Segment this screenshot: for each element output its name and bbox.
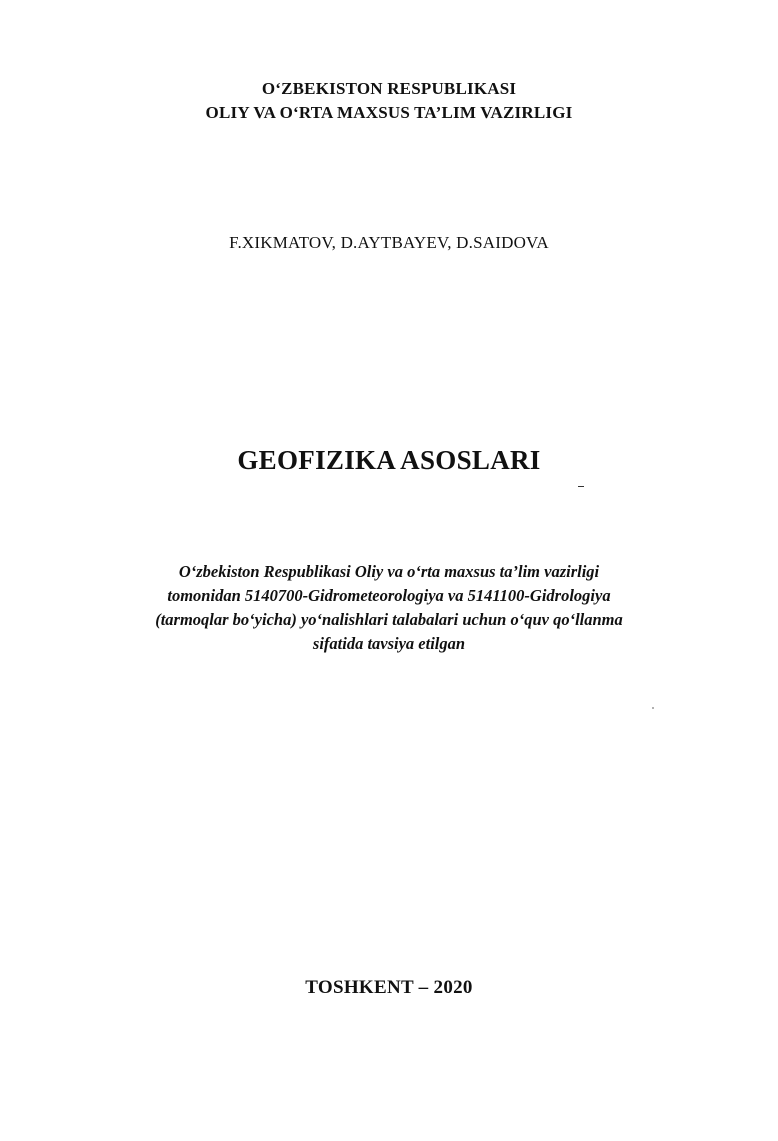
recommendation-note [0,560,778,656]
authors: F.XIKMATOV, D.AYTBAYEV, D.SAIDOVA [229,233,549,252]
recommendation-line: (tarmoqlar bo‘yicha) yo‘nalishlari talabalari uchun o‘quv qo‘llanma [155,610,623,629]
scan-mark [578,486,584,487]
ministry-name: OLIY VA O‘RTA MAXSUS TA’LIM VAZIRLIGI [205,103,573,122]
ministry-country: O‘ZBEKISTON RESPUBLIKASI [261,79,517,98]
recommendation-line: O‘zbekiston Respublikasi Oliy va o‘rta maxsus ta’lim vazirligi [178,562,600,581]
recommendation-line: tomonidan 5140700-Gidrometeorologiya va 5141100-Gidrologiya [167,586,611,605]
city-year: TOSHKENT – 2020 [305,977,473,998]
recommendation-line: sifatida tavsiya etilgan [312,634,466,653]
book-title: GEOFIZIKA ASOSLARI [237,445,541,475]
scan-speck [652,707,654,709]
